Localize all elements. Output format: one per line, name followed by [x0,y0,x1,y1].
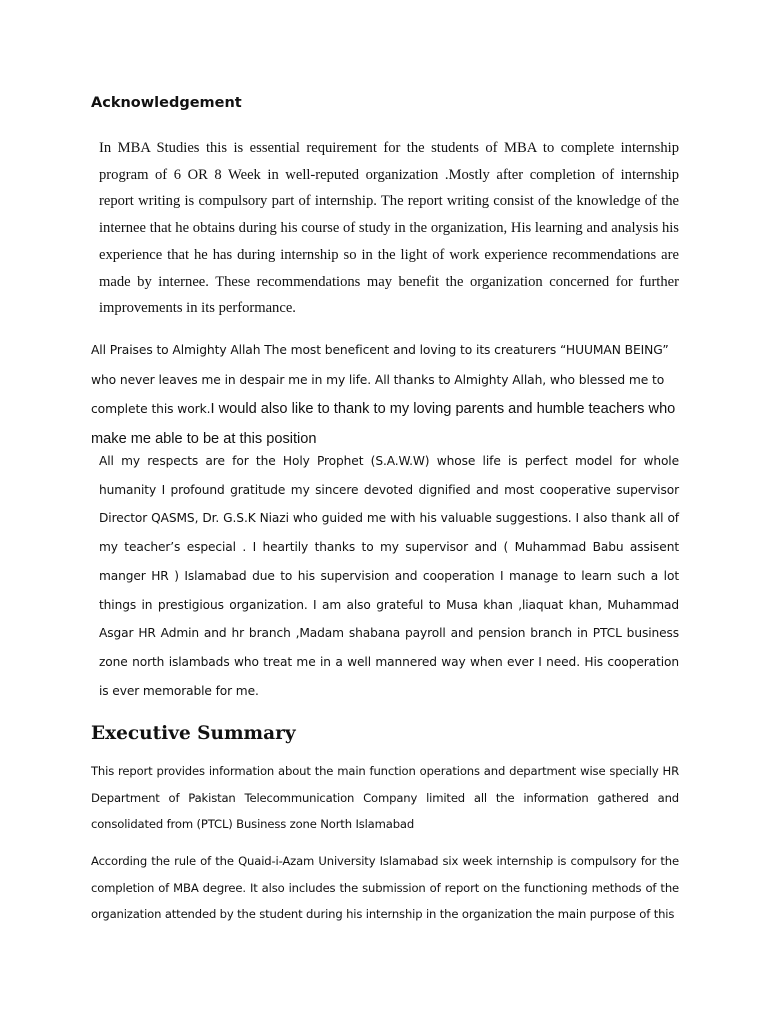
praise-paragraph [91,336,691,454]
respects-paragraph: All my respects are for the Holy Prophet (S.A.W.W) whose life is perfect model for whole humanity I profound gratitude my sincere devoted dignified and most cooperative supervisor Director QASMS, Dr. G.S.K Niazi who guided me with his valuable suggestions. I also thank all of my teacher’s especial . I heartily thanks to my supervisor and ( Muhammad Babu assisent manger HR ) Islamabad due to his supervision and cooperation I manage to learn such a lot things in prestigious organization. I am also grateful to Musa khan ,liaquat khan, Muhammad Asgar HR Admin and hr branch ,Madam shabana payroll and pension branch in PTCL business zone north islambads who treat me in a well mannered way when ever I need. His cooperation is ever memorable for me. [99,454,679,698]
acknowledgement-intro-paragraph: In MBA Studies this is essential requirement for the students of MBA to complete internship program of 6 OR 8 Week in well-reputed organization .Mostly after completion of internship report writing is compulsory part of internship. The report writing consist of the knowledge of the internee that he obtains during his course of study in the organization, His learning and analysis his experience that he has during internship so in the light of work experience recommendations are made by internee. These recommendations may benefit the organization concerned for further improvements in its performance. [99,140,679,317]
parents-thanks-text: I would also like to thank to my loving parents and humble teachers who make me able to be at this position [91,401,676,447]
acknowledgement-heading: Acknowledgement [91,95,242,111]
praise-paragraph-text: All Praises to Almighty Allah The most beneficent and loving to its creaturers “HUUMAN BEING” who never leaves me in despair me in my life. All thanks to Almighty Allah, who blessed me to complete this work. [91,343,669,416]
executive-summary-heading: Executive Summary [91,723,296,744]
executive-summary-paragraph-1: This report provides information about the main function operations and department wise specially HR Department of Pakistan Telecommunication Company limited all the information gathered and consolidated from (PTCL) Business zone North Islamabad [91,764,679,832]
executive-summary-paragraph-2: According the rule of the Quaid-i-Azam University Islamabad six week internship is compulsory for the completion of MBA degree. It also includes the submission of report on the functioning methods of the organization attended by the student during his internship in the organization the main purpose of this [91,854,679,922]
